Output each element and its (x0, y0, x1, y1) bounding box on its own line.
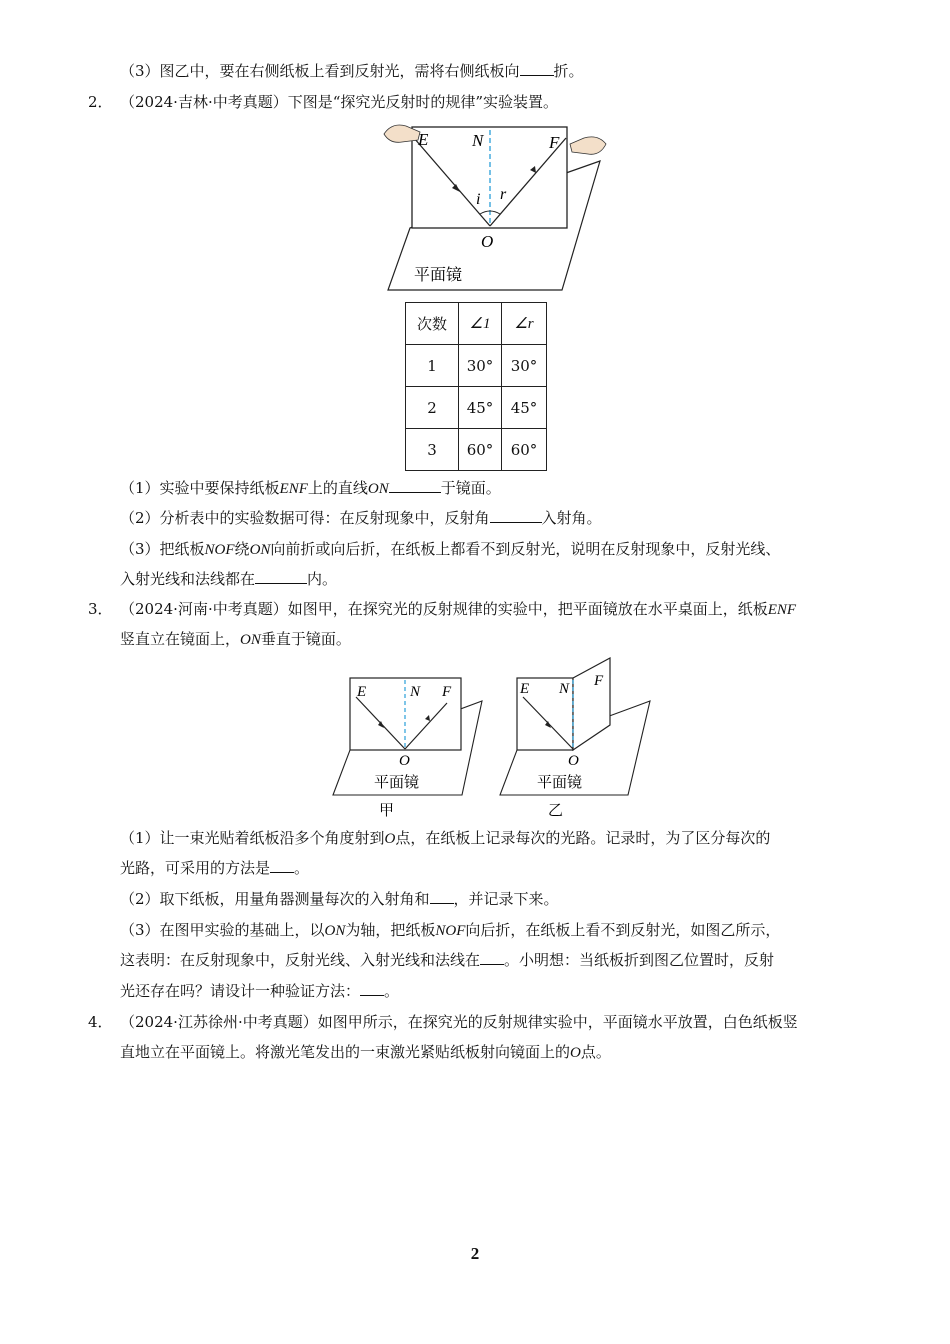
q3-part3: （3）在图甲实验的基础上，以ON为轴，把纸板NOF向后折，在纸板上看不到反射光，如图乙所示， (120, 921, 781, 939)
table-header: ∠1 (459, 303, 502, 345)
svg-text:O: O (568, 753, 579, 769)
q3-part3-cont: 这表明：在反射现象中，反射光线、入射光线和法线在 。小明想：当纸板折到图乙位置时，反射 (120, 951, 775, 969)
label-r: r (500, 186, 507, 203)
table-row (406, 387, 547, 429)
answer-blank (255, 569, 307, 584)
q2-part2: （2）分析表中的实验数据可得：在反射现象中，反射角 入射角。 (120, 509, 602, 527)
svg-text:N: N (410, 684, 421, 700)
q2-part3-cont: 入射光线和法线都在 内。 (120, 570, 338, 588)
mirror-label: 平面镜 (414, 265, 463, 284)
table-header-row (406, 303, 547, 345)
q2-part3: （3）把纸板NOF绕ON向前折或向后折，在纸板上都看不到反射光，说明在反射现象中，反射光线、 (120, 540, 781, 558)
svg-text:甲: 甲 (379, 803, 395, 819)
answer-blank (360, 981, 384, 996)
reflection-figure-jia-yi (330, 655, 660, 823)
label-f: F (549, 133, 560, 152)
table-cell: 2 (406, 387, 459, 429)
question-3-stem: （2024·河南·中考真题）如图甲，在探究光的反射规律的实验中，把平面镜放在水平桌面上，纸板ENF (120, 600, 797, 618)
q3-part1: （1）让一束光贴着纸板沿多个角度射到O点，在纸板上记录每次的光路。记录时，为了区分每次的 (120, 829, 771, 847)
question-number: 2． (88, 93, 113, 111)
question-4-stem-cont: 直地立在平面镜上。将激光笔发出的一束激光紧贴纸板射向镜面上的O点。 (120, 1043, 611, 1061)
answer-blank (270, 858, 294, 873)
label-i: i (476, 191, 481, 208)
question-number: 4． (88, 1013, 113, 1031)
svg-text:O: O (399, 753, 410, 769)
svg-text:平面镜: 平面镜 (374, 775, 420, 791)
answer-blank (480, 950, 504, 965)
table-cell: 60° (502, 429, 547, 471)
svg-text:平面镜: 平面镜 (537, 775, 583, 791)
right-hand-icon (570, 137, 606, 154)
question-3-stem-cont: 竖直立在镜面上，ON垂直于镜面。 (120, 630, 351, 648)
figure-jia (333, 678, 482, 819)
table-cell: 45° (459, 387, 502, 429)
label-n: N (472, 131, 484, 150)
figure-yi (500, 658, 650, 819)
table-cell: 1 (406, 345, 459, 387)
q2-part1: （1）实验中要保持纸板ENF上的直线ON 于镜面。 (120, 479, 501, 497)
page-number: 2 (470, 1244, 480, 1263)
svg-text:F: F (594, 673, 604, 689)
reflection-apparatus-figure (380, 118, 610, 296)
question-2-stem: （2024·吉林·中考真题）下图是“探究光反射时的规律”实验装置。 (120, 93, 559, 111)
label-e: E (418, 130, 429, 149)
table-header: 次数 (406, 303, 459, 345)
answer-blank (389, 478, 441, 493)
label-o: O (481, 232, 494, 251)
answer-blank (430, 889, 454, 904)
svg-text:N: N (559, 681, 570, 697)
svg-text:乙: 乙 (548, 803, 564, 819)
svg-text:E: E (520, 681, 530, 697)
question-4-stem: （2024·江苏徐州·中考真题）如图甲所示，在探究光的反射规律实验中，平面镜水平放置，白色纸板竖 (120, 1013, 798, 1031)
table-row (406, 345, 547, 387)
answer-blank (490, 508, 542, 523)
q1-part3-line: （3）图乙中，要在右侧纸板上看到反射光，需将右侧纸板向 折。 (120, 62, 584, 80)
q3-part3-cont2: 光还存在吗？请设计一种验证方法： 。 (120, 982, 400, 1000)
svg-text:F: F (442, 684, 452, 700)
angle-data-table (405, 302, 547, 471)
table-cell: 30° (459, 345, 502, 387)
question-number: 3． (88, 600, 113, 618)
table-row (406, 429, 547, 471)
table-cell: 60° (459, 429, 502, 471)
table-cell: 3 (406, 429, 459, 471)
table-cell: 30° (502, 345, 547, 387)
q3-part2: （2）取下纸板，用量角器测量每次的入射角和 ，并记录下来。 (120, 890, 559, 908)
q3-part1-cont: 光路，可采用的方法是 。 (120, 859, 310, 877)
svg-text:E: E (357, 684, 367, 700)
table-cell: 45° (502, 387, 547, 429)
table-header: ∠r (502, 303, 547, 345)
answer-blank (520, 61, 554, 76)
